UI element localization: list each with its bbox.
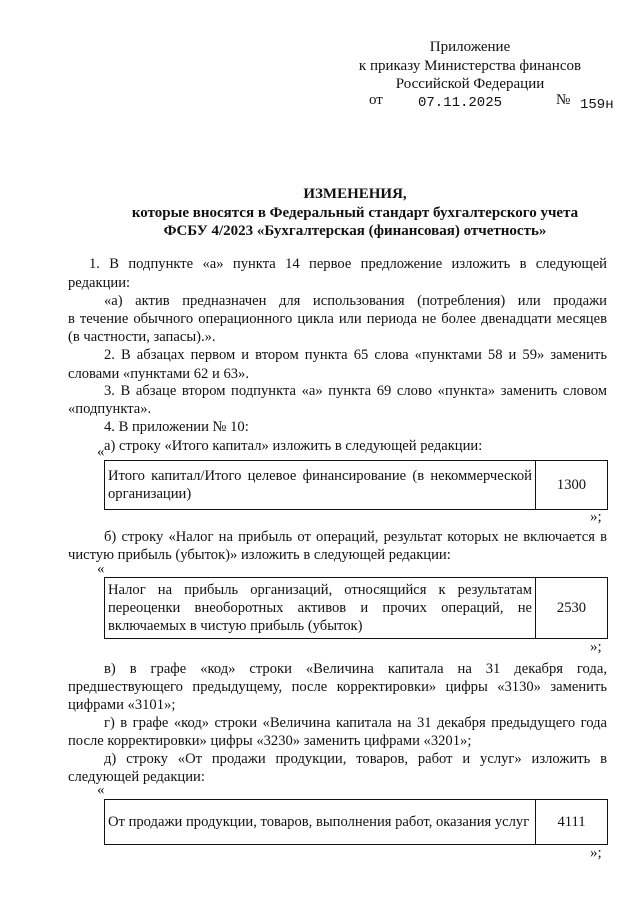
open-quote-2: « bbox=[97, 561, 105, 577]
doc-title: ИЗМЕНЕНИЯ, bbox=[303, 186, 407, 202]
para-2-line-1: «а) актив предназначен для использования (потребления) или продажи bbox=[104, 293, 607, 309]
federation-line: Российской Федерации bbox=[395, 76, 545, 92]
para-10-line-2: следующей редакции: bbox=[68, 769, 205, 785]
para-8-line-1: в) в графе «код» строки «Величина капитала на 31 декабря года, bbox=[104, 661, 607, 677]
para-9-line-1: г) в графе «код» строки «Величина капитала на 31 декабря предыдущего года bbox=[104, 715, 607, 731]
para-3-line-1: 2. В абзацах первом и втором пункта 65 слова «пунктами 58 и 59» заменить bbox=[104, 347, 607, 363]
close-quote-3: »; bbox=[590, 845, 602, 861]
para-10-line-1: д) строку «От продажи продукции, товаров, работ и услуг» изложить в bbox=[104, 751, 607, 767]
doc-subtitle-1: которые вносятся в Федеральный стандарт бухгалтерского учета bbox=[131, 205, 579, 221]
table-income-tax bbox=[104, 577, 608, 639]
order-number: 159н bbox=[580, 97, 614, 113]
date-prefix: от bbox=[369, 92, 383, 108]
table-row-text: От продажи продукции, товаров, выполнения работ, оказания услуг bbox=[105, 800, 536, 845]
doc-subtitle-2: ФСБУ 4/2023 «Бухгалтерская (финансовая) отчетность» bbox=[163, 223, 547, 239]
para-7-line-2: чистую прибыль (убыток)» изложить в следующей редакции: bbox=[68, 547, 451, 563]
para-2-line-2: в течение обычного операционного цикла или периода не более двенадцати месяцев bbox=[68, 311, 607, 327]
para-7-line-1: б) строку «Налог на прибыль от операций, результат которых не включается в bbox=[104, 529, 607, 545]
open-quote-3: « bbox=[97, 782, 105, 798]
table-row-code: 2530 bbox=[536, 578, 608, 639]
para-2-line-3: (в частности, запасы).». bbox=[68, 329, 216, 345]
table-row-code: 1300 bbox=[536, 461, 608, 510]
para-3-line-2: словами «пунктами 62 и 63». bbox=[68, 366, 250, 382]
para-9-line-2: после корректировки» цифры «3230» заменить цифрами «3201»; bbox=[68, 733, 472, 749]
number-sign: № bbox=[556, 92, 571, 108]
para-8-line-2: предшествующего предыдущему, после корректировки» цифры «3130» заменить bbox=[68, 679, 607, 695]
order-ministry-line: к приказу Министерства финансов bbox=[358, 58, 582, 74]
table-sales-revenue bbox=[104, 799, 608, 845]
table-total-capital bbox=[104, 460, 608, 510]
appendix-label: Приложение bbox=[429, 39, 511, 55]
close-quote-1: »; bbox=[590, 509, 602, 525]
para-5: 4. В приложении № 10: bbox=[104, 419, 249, 435]
para-6: а) строку «Итого капитал» изложить в следующей редакции: bbox=[104, 438, 483, 454]
para-4-line-1: 3. В абзаце втором подпункта «а» пункта 69 слово «пункта» заменить словом bbox=[104, 383, 607, 399]
table-row-code: 4111 bbox=[536, 800, 608, 845]
para-1-line-1: 1. В подпункте «а» пункта 14 первое предложение изложить в следующей bbox=[89, 256, 607, 272]
para-4-line-2: «подпункта». bbox=[68, 401, 152, 417]
para-1-line-2: редакции: bbox=[68, 275, 131, 291]
order-date: 07.11.2025 bbox=[418, 95, 503, 111]
close-quote-2: »; bbox=[590, 639, 602, 655]
para-8-line-3: цифрами «3101»; bbox=[68, 697, 176, 713]
table-row-text: Итого капитал/Итого целевое финансирование (в некоммерческой организации) bbox=[105, 461, 536, 510]
open-quote-1: « bbox=[97, 444, 105, 460]
table-row-text: Налог на прибыль организаций, относящийся к результатам переоценки внеоборотных активов и прочих операций, не включаемых в чистую прибыль (убыток) bbox=[105, 578, 536, 639]
